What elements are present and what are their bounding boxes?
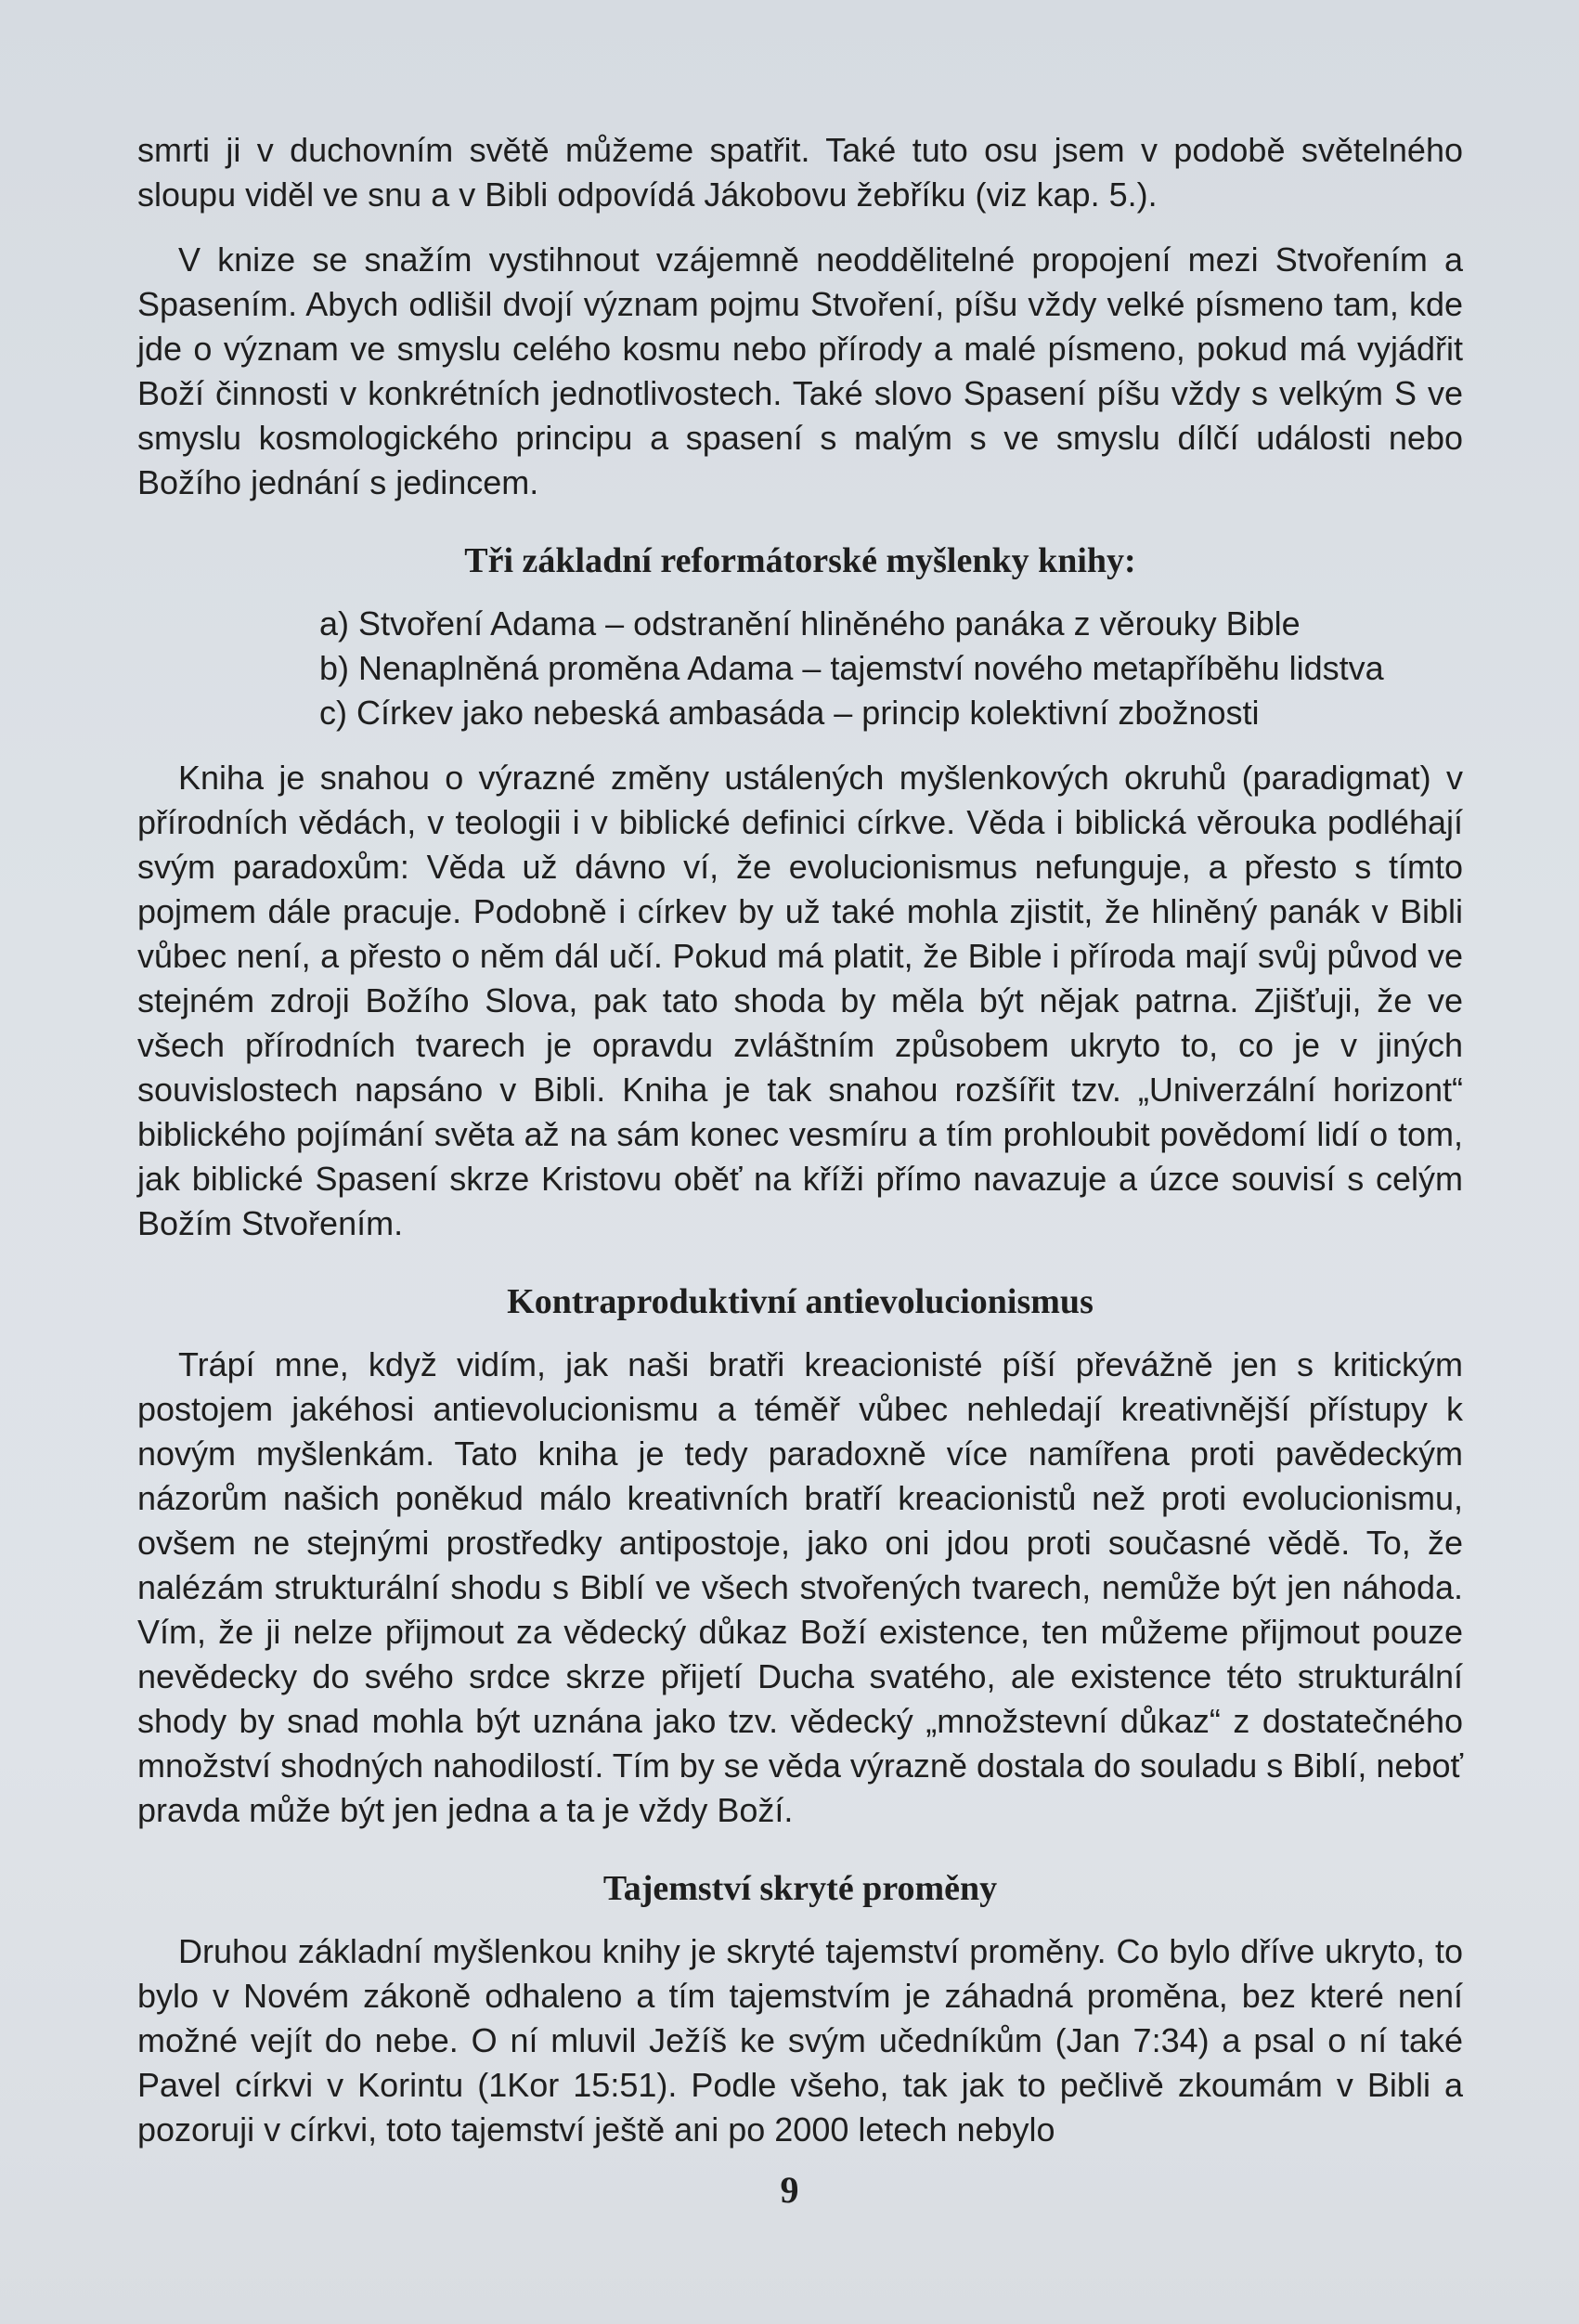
page-content bbox=[137, 128, 1463, 2173]
paragraph-intro-1: smrti ji v duchovním světě můžeme spatřit. Také tuto osu jsem v podobě světelného sloupu viděl ve snu a v Bibli odpovídá Jákobovu žebříku (viz kap. 5.). bbox=[137, 131, 1463, 214]
list-item: b) Nenaplněná proměna Adama – tajemství nového metapříběhu lidstva bbox=[319, 649, 1384, 687]
page-number: 9 bbox=[780, 2169, 799, 2211]
heading-antievolutionism: Kontraproduktivní antievolucionismus bbox=[507, 1282, 1094, 1321]
paragraph-theses: Kniha je snahou o výrazné změny ustálených myšlenkových okruhů (paradigmat) v přírodních vědách, v teologii i v biblické definici církve. Věda i biblická věrouka podléhají svým paradoxům: Věda už dávno ví, že evolucionismus nefunguje, a přesto s tímto pojmem dále pracuje. Podobně i církev by už také mohla zjistit, že hliněný panák v Bibli vůbec není, a přesto o něm dál učí. Pokud má platit, že Bible i příroda mají svůj původ ve stejném zdroji Božího Slova, pak tato shoda by měla být nějak patrna. Zjišťuji, že ve všech přírodních tvarech je opravdu zvláštním způsobem ukryto to, co je v jiných souvislostech napsáno v Bibli. Kniha je tak snahou rozšířit tzv. „Univerzální horizont“ biblického pojímání světa až na sám konec vesmíru a tím prohloubit povědomí lidí o tom, jak biblické Spasení skrze Kristovu oběť na kříži přímo navazuje a úzce souvisí s celým Božím Stvořením. bbox=[137, 759, 1463, 1242]
list-item: c) Církev jako nebeská ambasáda – princip kolektivní zbožnosti bbox=[319, 694, 1260, 732]
heading-hidden-mystery: Tajemství skryté proměny bbox=[602, 1869, 998, 1908]
theses-list bbox=[137, 602, 1463, 735]
paragraph-hidden-mystery: Druhou základní myšlenkou knihy je skryté tajemství proměny. Co bylo dříve ukryto, to bylo v Novém zákoně odhaleno a tím tajemstvím je záhadná proměna, bez které není možné vejít do nebe. O ní mluvil Ježíš ke svým učedníkům (Jan 7:34) a psal o ní také Pavel církvi v Korintu (1Kor 15:51). Podle všeho, tak jak to pečlivě zkoumám v Bibli a pozoruji v církvi, toto tajemství ještě ani po 2000 letech nebylo bbox=[137, 1932, 1463, 2149]
paragraph-antievolutionism: Trápí mne, když vidím, jak naši bratři kreacionisté píší převážně jen s kritickým postojem jakéhosi antievolucionismu a téměř vůbec nehledají kreativnější přístupy k novým myšlenkám. Tato kniha je tedy paradoxně více namířena proti pavědeckým názorům našich poněkud málo kreativních bratří kreacionistů než proti evolucionismu, ovšem ne stejnými prostředky antipostoje, jako oni jdou proti současné vědě. To, že nalézám strukturální shodu s Biblí ve všech stvořených tvarech, nemůže být jen náhoda. Vím, že ji nelze přijmout za vědecký důkaz Boží existence, ten můžeme přijmout pouze nevědecky do svého srdce skrze přijetí Ducha svatého, ale existence této strukturální shody by snad mohla být uznána jako tzv. vědecký „množstevní důkaz“ z dostatečného množství shodných nahodilostí. Tím by se věda výrazně dostala do souladu s Biblí, neboť pravda může být jen jedna a ta je vždy Boží. bbox=[137, 1345, 1463, 1829]
paragraph-intro-2: V knize se snažím vystihnout vzájemně neoddělitelné propojení mezi Stvořením a Spasením. Abych odlišil dvojí význam pojmu Stvoření, píšu vždy velké písmeno tam, kde jde o význam ve smyslu celého kosmu nebo přírody a malé písmeno, pokud má vyjádřit Boží činnosti v konkrétních jednotlivostech. Také slovo Spasení píšu vždy s velkým S ve smyslu kosmologického principu a spasení s malým s ve smyslu dílčí události nebo Božího jednání s jedincem. bbox=[137, 240, 1463, 501]
heading-theses: Tři základní reformátorské myšlenky knihy: bbox=[464, 541, 1136, 580]
list-item: a) Stvoření Adama – odstranění hliněného panáka z věrouky Bible bbox=[319, 604, 1301, 643]
